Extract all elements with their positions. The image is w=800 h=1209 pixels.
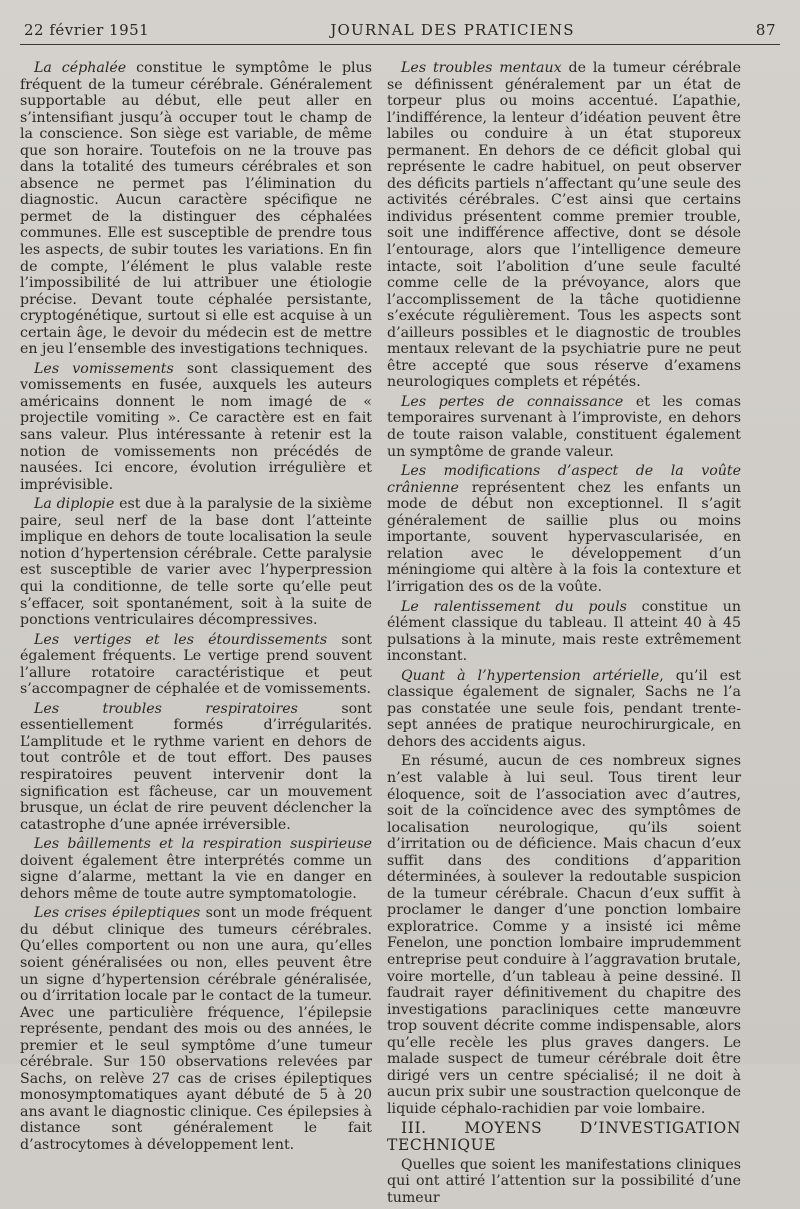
paragraph-text: et les comas temporaires survenant à l’improviste, en dehors de toute raison valable, constituent également un symptôme de grande valeur. [387, 393, 741, 460]
paragraph-lead: La diplopie [34, 496, 115, 513]
page-number: 87 [755, 21, 776, 39]
paragraph-lead: Le ralentissement du pouls [401, 598, 627, 615]
paragraph-voute-cranienne [387, 463, 741, 595]
paragraph-lead: Les troubles mentaux [401, 60, 562, 76]
paragraph-lead: Quant à l’hypertension artérielle [401, 667, 660, 684]
paragraph-text: sont un mode fréquent du début clinique des tumeurs cérébrales. Qu’elles comportent ou non une aura, qu’elles soient généralisées ou non, elles peuvent être un signe d’hypertension cérébrale généralisée, ou d’irritation locale par le contact de la tumeur. Avec une particulière fréquence, l’épilepsie représente, pendant des mois ou des années, le premier et le seul symptôme d’une tumeur cérébrale. Sur 150 observations relevées par Sachs, on relève 27 cas de crises épileptiques monosymptomatiques ayant débuté de 5 à 20 ans avant le diagnostic clinique. Ces épilepsies à distance sont généralement le fait d’astrocytomes à développement lent. [20, 905, 372, 1153]
paragraph-cephalee [20, 60, 372, 358]
paragraph-pouls [387, 599, 741, 665]
paragraph-lead: Les vomissements [34, 360, 174, 377]
paragraph-crises-epileptiques [20, 905, 372, 1153]
paragraph-troubles-respiratoires [20, 701, 372, 833]
paragraph-text: de la tumeur cérébrale se définissent généralement par un état de torpeur plus ou moins accentué. L’apathie, l’indifférence, la lenteur d’idéation peuvent être labiles ou conduire à un état stuporeux permanent. En dehors de ce déficit global qui représente le cadre habituel, on peut observer des déficits partiels n’affectant qu’une seule des activités cérébrales. C’est ainsi que certains individus présentent comme premier trouble, soit une indifférence affective, dont se désole l’entourage, alors que l’intelligence demeure intacte, soit l’abolition d’une seule faculté comme celle de la prévoyance, alors que l’accomplissement de la tâche quotidienne s’exécute régulièrement. Tous les aspects sont d’ailleurs possibles et le diagnostic de troubles mentaux relevant de la psychiatrie pure ne peut être accepté que sous réserve d’examens neurologiques complets et répétés. [387, 60, 741, 391]
paragraph-lead: Les vertiges et les étourdissements [34, 631, 328, 648]
paragraph-text: sont classiquement des vomissements en fusée, auxquels les auteurs américains donnent le nom imagé de « projectile vomiting ». Ce caractère est en fait sans valeur. Plus intéressante à retenir est la notion de vomissements non précédés de nausées. Ici encore, évolution irrégulière et imprévisible. [20, 360, 372, 493]
paragraph-lead: La céphalée [34, 60, 127, 76]
paragraph-diplopie [20, 496, 372, 628]
paragraph-lead: Les troubles respiratoires [34, 700, 298, 717]
section-title: III. MOYENS D’INVESTIGATION TECHNIQUE [387, 1119, 741, 1154]
paragraph-text: constitue le symptôme le plus fréquent de la tumeur cérébrale. Généralement supportable au début, elle peut aller en s’intensifiant jusqu’à occuper tout le champ de la conscience. Son siège est variable, de même que son horaire. Toutefois on ne la trouve pas dans la totalité des tumeurs cérébrales et son absence ne permet pas l’élimination du diagnostic. Aucun caractère spécifique ne permet de la distinguer des céphalées communes. Elle est susceptible de prendre tous les aspects, de subir toutes les variations. En fin de compte, l’élément le plus valable reste l’impossibilité de lui attribuer une étiologie précise. Devant toute céphalée persistante, cryptogénétique, surtout si elle est acquise à un certain âge, le devoir du médecin est de mettre en jeu l’ensemble des investigations techniques. [20, 60, 372, 358]
paragraph-text: En résumé, aucun de ces nombreux signes n’est valable à lui seul. Tous tirent leur éloquence, soit de l’association avec d’autres, soit de la coïncidence avec des symptômes de localisation neurologique, qu’ils soient d’irritation ou de déficience. Mais chacun d’eux suffit dans des conditions d’apparition déterminées, à soulever la redoutable suspicion de la tumeur cérébrale. Chacun d’eux suffit à proclamer le danger d’une ponction lombaire exploratrice. Comme y a insisté ici même Fenelon, une ponction lombaire imprudemment entreprise peut conduire à l’aggravation brutale, voire mortelle, d’un tableau à peine dessiné. Il faudrait rayer définitivement du chapitre des investigations paracliniques cette manœuvre trop souvent décrite comme indispensable, alors qu’elle recèle les plus graves dangers. Le malade suspect de tumeur cérébrale doit être dirigé vers un centre spécialisé; il ne doit à aucun prix subir une soustraction quelconque de liquide céphalo-rachidien par voie lombaire. [387, 753, 741, 1117]
paragraph-text: sont également fréquents. Le vertige prend souvent l’allure rotatoire caractéristique et peut s’accompagner de céphalée et de vomissements. [20, 631, 373, 698]
paragraph-text: constitue un élément classique du tableau. Il atteint 40 à 45 pulsations à la minute, mais reste extrêmement inconstant. [387, 598, 741, 665]
paragraph-hypertension [387, 668, 741, 751]
paragraph-troubles-mentaux [387, 60, 741, 391]
journal-title: JOURNAL DES PRATICIENS [330, 21, 575, 39]
paragraph-text: représentent chez les enfants un mode de début non exceptionnel. Il s’agit généralement de saillie plus ou moins importante, souvent hypervascularisée, en relation avec le développement d’un méningiome qui altère à la fois la contexture et l’irrigation des os de la voûte. [387, 479, 741, 595]
paragraph-text: sont essentiellement formés d’irrégularités. L’amplitude et le rythme varient en dehors de tout contrôle et de tout effort. Des pauses respiratoires peuvent intervenir dont la signification est fâcheuse, car un mouvement brusque, un éclat de rire peuvent déclencher la catastrophe d’une apnée irréversible. [20, 700, 373, 833]
header-rule [20, 44, 780, 45]
paragraph-pertes-connaissance [387, 394, 741, 460]
paragraph-vertiges [20, 632, 372, 698]
paragraph-resume [387, 753, 741, 1117]
paragraph-baillements [20, 836, 372, 902]
page-header [24, 18, 776, 42]
paragraph-vomissements [20, 361, 372, 493]
paragraph-lead: Les bâillements et la respiration suspirieuse [34, 836, 372, 853]
paragraph-lead: Les modifications d’aspect de la voûte crânienne [387, 463, 741, 496]
paragraph-text: , qu’il est classique également de signaler, Sachs ne l’a pas constatée une seule fois, pendant trente-sept années de pratique neurochirurgicale, en dehors des accidents aigus. [387, 667, 741, 750]
paragraph-text: est due à la paralysie de la sixième paire, seul nerf de la base dont l’atteinte implique en dehors de toute localisation la seule notion d’hypertension cérébrale. Cette paralysie est susceptible de varier avec l’hyperpression qui la conditionne, de telle sorte qu’elle peut s’effacer, soit spontanément, soit à la suite de ponctions ventriculaires décompressives. [20, 496, 372, 629]
paragraph-text: doivent également être interprétés comme un signe d’alarme, mettant la vie en danger en dehors même de toute autre symptomatologie. [20, 852, 372, 902]
right-column [387, 60, 741, 1209]
paragraph-lead: Les crises épileptiques [34, 905, 201, 922]
header-date: 22 février 1951 [24, 21, 150, 39]
paragraph-lead: Les pertes de connaissance [401, 393, 624, 410]
left-column [20, 60, 372, 1157]
paragraph-section-intro: Quelles que soient les manifestations cliniques qui ont attiré l’attention sur la possibilité d’une tumeur [387, 1156, 741, 1206]
